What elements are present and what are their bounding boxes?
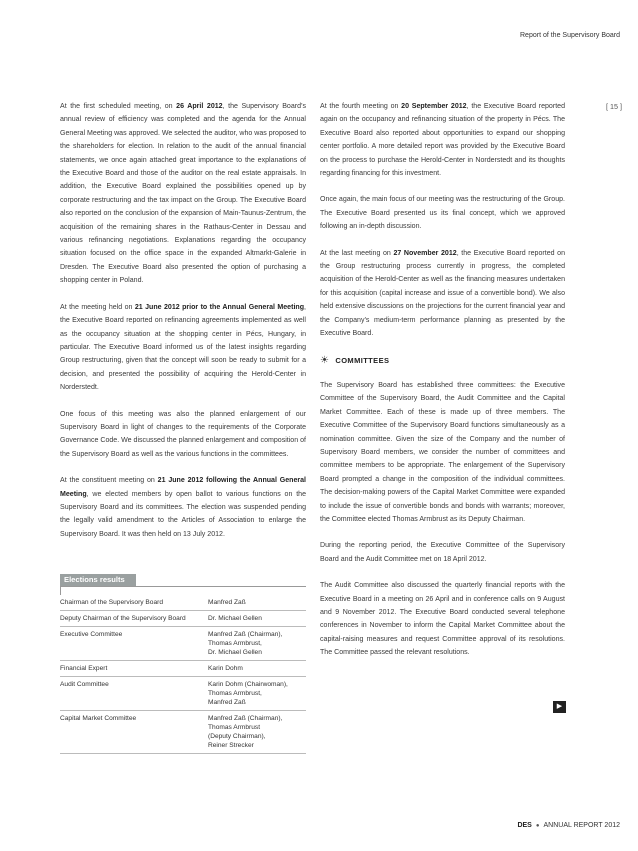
footer-report-label: ANNUAL REPORT 2012 [543, 822, 620, 829]
paragraph-reporting-period: During the reporting period, the Executive Committee of the Supervisory Board and the Audit Committee met on 18 April 2012. [320, 542, 565, 563]
continue-arrow-icon[interactable]: ▶ [553, 701, 566, 713]
right-column [320, 100, 565, 673]
table-row [60, 677, 306, 711]
left-column [60, 100, 306, 554]
paragraph-june-meeting: At the meeting held on 21 June 2012 prior to the Annual General Meeting, the Executive Board reported on refinancing agreements implemented as well as the occupancy situation at the shopping center in Pécs, Hungary, in particular. The Executive Board informed us of the latest insights regarding Group restructuring, given that the concept will soon be ready to submit for a decision, and presented the possibility of acquiring the Herold-Center in Norderstedt. [60, 303, 306, 392]
paragraph-september-meeting: At the fourth meeting on 20 September 2012, the Executive Board reported again on the occupancy and refinancing situation of the property in Pécs. The Executive Board also reported about opportunities to expand our shopping center portfolio. A more detailed report was provided by the Executive Board on the process to purchase the Herold-Center in Norderstedt and its thoughts regarding financing for this investment. [320, 103, 565, 178]
elections-results-title: Elections results [60, 574, 136, 586]
footer-separator-icon: ● [535, 823, 540, 829]
table-row [60, 611, 306, 627]
table-row [60, 711, 306, 754]
committees-heading-label: COMMITTEES [335, 355, 390, 365]
paragraph-april-meeting: At the first scheduled meeting, on 26 April 2012, the Supervisory Board’s annual review of efficiency was completed and the agenda for the Annual General Meeting was approved. We selected the auditor, who was proposed to the shareholders for election. In relation to the audit of the annual financial statements, we once again attached great importance to the explanations of the Executive Board and those of the auditor on the real estate appraisals. In addition, the Executive Board explained the possibilities opened up by corporate restructuring and the tax impact on the Group. The Executive Board also reported on the conclusion of the expansion of Main-Taunus-Zentrum, the acquisition of the remaining shares in the Rathaus-Center in Dessau and various refinancing negotiations. Explanations regarding the occupancy situation focused on the office space in the expanded Altmarkt-Galerie in Dresden. The Executive Board also presented the option of purchasing a shopping center in Poland. [60, 103, 306, 285]
elections-table [60, 595, 306, 754]
committees-heading [320, 354, 565, 367]
page-number: [ 15 ] [606, 102, 622, 111]
election-holder: Manfred Zaß [208, 595, 306, 611]
running-header: Report of the Supervisory Board [520, 32, 620, 39]
election-role: Executive Committee [60, 627, 208, 661]
sun-icon: ☀ [320, 354, 330, 366]
paragraph-constituent-meeting: At the constituent meeting on 21 June 2012 following the Annual General Meeting, we elected members by open ballot to various functions on the Supervisory Board and its committees. The election was suspended pending the legally valid amendment to the Articles of Association to enlarge the Supervisory Board. It was then held on 13 July 2012. [60, 477, 307, 538]
election-holder: Karin Dohm (Chairwoman), Thomas Armbrust, Manfred Zaß [208, 677, 306, 711]
paragraph-november-meeting: At the last meeting on 27 November 2012, the Executive Board reported on the Group restructuring process currently in progress, the completed acquisition of the Herold-Center as well as the financing measures undertaken for this acquisition (capital increase and issue of a convertible bond). We also held extensive discussions on the projections for the current financial year and the Company’s medium-term performance planning as presented by the Executive Board. [320, 249, 565, 338]
table-row [60, 595, 306, 611]
paragraph-board-enlargement: One focus of this meeting was also the planned enlargement of our Supervisory Board in light of changes to the requirements of the Corporate Governance Code. We discussed the planned enlargement and composition of the Supervisory Board as well as the various functions in the committees. [60, 410, 306, 458]
footer-brand: DES [517, 822, 532, 829]
footer [517, 822, 620, 829]
election-role: Chairman of the Supervisory Board [60, 595, 208, 611]
paragraph-audit-committee: The Audit Committee also discussed the quarterly financial reports with the Executive Board in a meeting on 26 April and in conference calls on 9 August and 9 November 2012. The Executive Board conducted several telephone conferences in November to inform the Capital Market Committee about the capital-raising measures and request Committee approval of its resolutions. The Committee passed the relevant resolutions. [320, 582, 565, 657]
table-row [60, 627, 306, 661]
paragraph-committees: The Supervisory Board has established three committees: the Executive Committee of the Supervisory Board, the Audit Committee and the Capital Market Committee. Each of these is made up of three members. The Executive Committee of the Supervisory Board functions simultaneously as a nomination committee. Given the size of the Company and the number of Supervisory Board members, we consider the number of committees and committee members to be appropriate. The enlargement of the Supervisory Board prompted a change in the composition of the individual committees. The decision-making powers of the Capital Market Committee were expanded to include the issue of convertible bonds and bonds with warrants; moreover, the Committee elected Thomas Armbrust as its Deputy Chairman. [320, 381, 565, 523]
election-holder: Manfred Zaß (Chairman), Thomas Armbrust (Deputy Chairman), Reiner Strecker [208, 711, 306, 754]
election-holder: Manfred Zaß (Chairman), Thomas Armbrust, Dr. Michael Gellen [208, 627, 306, 661]
elections-results-table [60, 574, 306, 754]
election-holder: Karin Dohm [208, 661, 306, 677]
table-row [60, 661, 306, 677]
election-role: Deputy Chairman of the Supervisory Board [60, 611, 208, 627]
election-holder: Dr. Michael Gellen [208, 611, 306, 627]
election-role: Capital Market Committee [60, 711, 208, 754]
table-top-rule [60, 586, 306, 595]
election-role: Audit Committee [60, 677, 208, 711]
election-role: Financial Expert [60, 661, 208, 677]
paragraph-restructuring: Once again, the main focus of our meeting was the restructuring of the Group. The Executive Board presented us its final concept, which we approved following an in-depth discussion. [320, 196, 565, 231]
